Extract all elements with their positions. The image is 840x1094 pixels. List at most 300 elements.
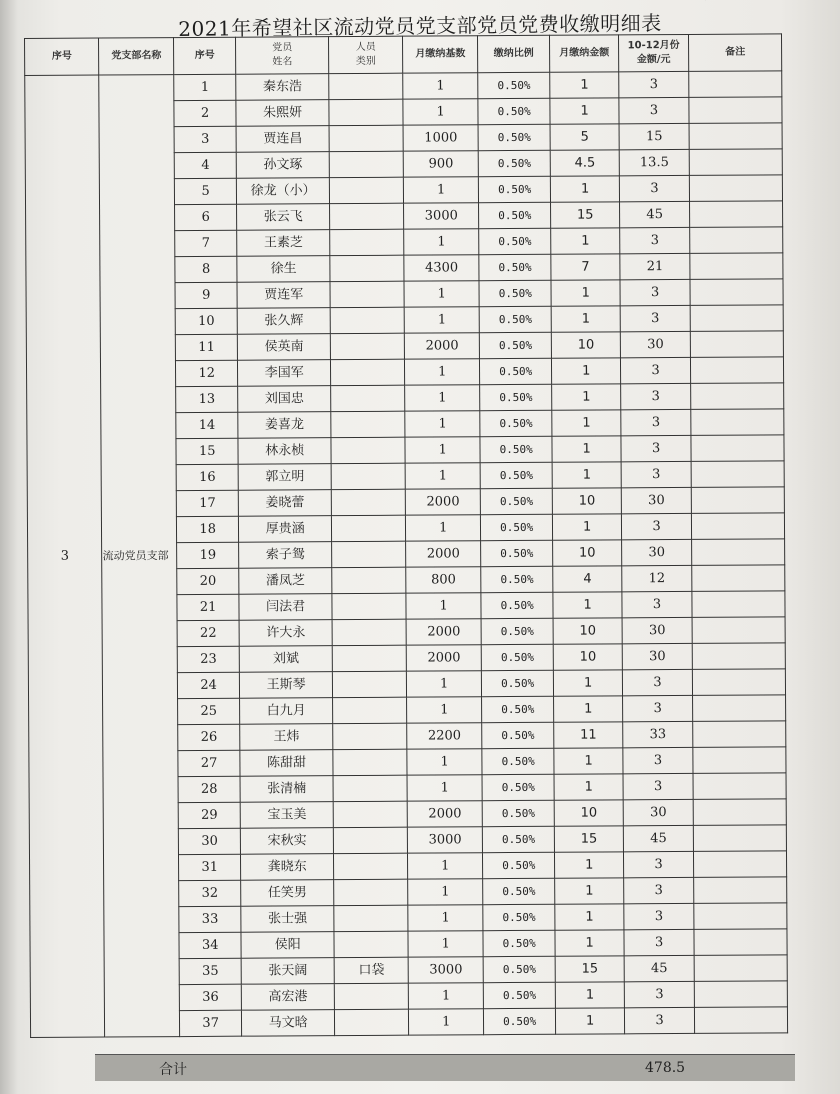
monthly-base-cell: 1 <box>408 931 483 957</box>
rate-cell: 0.50% <box>480 436 553 462</box>
member-name-cell: 贾连昌 <box>236 126 329 153</box>
note-cell <box>691 357 784 384</box>
note-cell <box>692 539 785 566</box>
table-header-row <box>25 34 782 76</box>
monthly-base-cell: 1 <box>406 515 481 541</box>
quarter-amount-cell: 3 <box>621 513 692 539</box>
row-seq-cell: 24 <box>177 672 240 698</box>
monthly-base-cell: 1 <box>403 99 478 125</box>
monthly-base-cell: 1 <box>404 281 479 307</box>
member-name-cell: 宝玉美 <box>241 802 334 829</box>
row-seq-cell: 9 <box>175 282 238 308</box>
member-name-cell: 宋秋实 <box>241 828 334 855</box>
row-seq-cell: 27 <box>178 750 241 776</box>
row-seq-cell: 34 <box>179 932 242 958</box>
row-seq-cell: 15 <box>176 438 239 464</box>
row-seq-cell: 32 <box>179 880 242 906</box>
member-name-cell: 秦东浩 <box>236 74 329 101</box>
quarter-amount-cell: 30 <box>620 331 691 357</box>
category-cell <box>331 437 406 463</box>
note-cell <box>690 279 783 306</box>
header-monthly-base: 月缴纳基数 <box>403 36 478 73</box>
member-name-cell: 潘凤芝 <box>239 568 332 595</box>
rate-cell: 0.50% <box>478 202 551 228</box>
note-cell <box>693 669 786 696</box>
note-cell <box>692 487 785 514</box>
note-cell <box>694 929 787 956</box>
monthly-amount-cell: 10 <box>554 644 623 670</box>
monthly-base-cell: 900 <box>404 151 479 177</box>
note-cell <box>690 227 783 254</box>
monthly-base-cell: 1 <box>407 671 482 697</box>
branch-name-cell: 流动党员支部 <box>99 75 179 1037</box>
quarter-amount-cell: 3 <box>619 71 690 97</box>
monthly-base-cell: 2000 <box>405 333 480 359</box>
monthly-base-cell: 1 <box>407 749 482 775</box>
monthly-amount-cell: 1 <box>550 72 619 98</box>
monthly-amount-cell: 15 <box>551 202 620 228</box>
quarter-amount-cell: 3 <box>621 461 692 487</box>
quarter-amount-cell: 3 <box>620 357 691 383</box>
category-cell <box>333 801 408 827</box>
monthly-base-cell: 2000 <box>406 541 481 567</box>
rate-cell: 0.50% <box>483 904 556 930</box>
monthly-amount-cell: 1 <box>553 592 622 618</box>
note-cell <box>690 305 783 332</box>
monthly-amount-cell: 1 <box>555 878 624 904</box>
category-cell <box>334 1009 409 1035</box>
monthly-amount-cell: 1 <box>556 1008 625 1034</box>
member-name-cell: 侯阳 <box>241 932 334 959</box>
monthly-amount-cell: 1 <box>555 930 624 956</box>
monthly-amount-cell: 15 <box>555 826 624 852</box>
monthly-base-cell: 1 <box>405 411 480 437</box>
quarter-amount-cell: 3 <box>623 773 694 799</box>
header-note: 备注 <box>689 34 782 72</box>
rate-cell: 0.50% <box>482 722 555 748</box>
note-cell <box>693 773 786 800</box>
monthly-amount-cell: 1 <box>552 358 621 384</box>
category-cell <box>333 749 408 775</box>
rate-cell: 0.50% <box>481 644 554 670</box>
quarter-amount-cell: 45 <box>619 201 690 227</box>
row-seq-cell: 19 <box>177 542 240 568</box>
category-cell <box>333 775 408 801</box>
note-cell <box>689 123 782 150</box>
rate-cell: 0.50% <box>479 228 552 254</box>
note-cell <box>694 825 787 852</box>
category-cell <box>331 385 406 411</box>
note-cell <box>695 1007 788 1034</box>
category-cell <box>330 333 405 359</box>
monthly-amount-cell: 1 <box>551 280 620 306</box>
monthly-base-cell: 1 <box>407 775 482 801</box>
rate-cell: 0.50% <box>481 696 554 722</box>
monthly-base-cell: 2000 <box>407 619 482 645</box>
rate-cell: 0.50% <box>483 982 556 1008</box>
monthly-amount-cell: 10 <box>552 332 621 358</box>
party-fee-table <box>24 33 788 1038</box>
monthly-amount-cell: 5 <box>550 124 619 150</box>
quarter-amount-cell: 30 <box>622 617 693 643</box>
member-name-cell: 李国军 <box>238 360 331 387</box>
quarter-amount-cell: 3 <box>621 435 692 461</box>
row-seq-cell: 10 <box>175 308 238 334</box>
category-cell <box>330 203 405 229</box>
category-cell <box>329 177 404 203</box>
category-cell <box>333 827 408 853</box>
header-category: 人员 类别 <box>328 36 403 73</box>
note-cell <box>690 201 783 228</box>
row-seq-cell: 36 <box>179 984 242 1010</box>
row-seq-cell: 1 <box>174 74 237 100</box>
note-cell <box>694 877 787 904</box>
monthly-base-cell: 1 <box>405 385 480 411</box>
note-cell <box>692 617 785 644</box>
row-seq-cell: 5 <box>174 178 237 204</box>
member-name-cell: 贾连军 <box>237 282 330 309</box>
monthly-amount-cell: 1 <box>552 306 621 332</box>
category-cell <box>332 567 407 593</box>
note-cell <box>695 981 788 1008</box>
category-cell <box>331 411 406 437</box>
member-name-cell: 高宏港 <box>242 984 335 1011</box>
note-cell <box>691 461 784 488</box>
note-cell <box>693 643 786 670</box>
monthly-base-cell: 2000 <box>408 801 483 827</box>
category-cell <box>334 983 409 1009</box>
header-member-name: 党员 姓名 <box>236 37 329 75</box>
member-name-cell: 白九月 <box>240 698 333 725</box>
member-name-cell: 许大永 <box>239 620 332 647</box>
monthly-base-cell: 800 <box>406 567 481 593</box>
member-name-cell: 王炜 <box>240 724 333 751</box>
row-seq-cell: 33 <box>179 906 242 932</box>
monthly-amount-cell: 1 <box>554 696 623 722</box>
quarter-amount-cell: 15 <box>619 123 690 149</box>
rate-cell: 0.50% <box>482 748 555 774</box>
note-cell <box>692 565 785 592</box>
quarter-amount-cell: 3 <box>619 175 690 201</box>
note-cell <box>694 903 787 930</box>
category-cell <box>329 125 404 151</box>
member-name-cell: 张清楠 <box>240 776 333 803</box>
rate-cell: 0.50% <box>480 462 553 488</box>
rate-cell: 0.50% <box>481 618 554 644</box>
quarter-amount-cell: 3 <box>621 409 692 435</box>
total-row <box>95 1054 795 1081</box>
row-seq-cell: 21 <box>177 594 240 620</box>
note-cell <box>692 591 785 618</box>
monthly-base-cell: 1 <box>406 463 481 489</box>
monthly-amount-cell: 1 <box>553 462 622 488</box>
header-seq-inner: 序号 <box>173 37 236 74</box>
monthly-amount-cell: 1 <box>551 228 620 254</box>
monthly-amount-cell: 1 <box>554 774 623 800</box>
category-cell <box>330 281 405 307</box>
monthly-base-cell: 1 <box>405 307 480 333</box>
member-name-cell: 姜晓蕾 <box>239 490 332 517</box>
row-seq-cell: 30 <box>178 828 241 854</box>
monthly-amount-cell: 10 <box>555 800 624 826</box>
quarter-amount-cell: 30 <box>622 643 693 669</box>
row-seq-cell: 6 <box>174 204 237 230</box>
member-name-cell: 徐龙（小） <box>237 178 330 205</box>
document-title: 2021年希望社区流动党员党支部党员党费收缴明细表 <box>178 11 662 41</box>
rate-cell: 0.50% <box>483 930 556 956</box>
monthly-base-cell: 1 <box>404 229 479 255</box>
quarter-amount-cell: 3 <box>619 97 690 123</box>
monthly-base-cell: 1 <box>409 983 484 1009</box>
quarter-amount-cell: 33 <box>623 721 694 747</box>
rate-cell: 0.50% <box>481 540 554 566</box>
member-name-cell: 厚贵涵 <box>239 516 332 543</box>
note-cell <box>693 747 786 774</box>
row-seq-cell: 20 <box>177 568 240 594</box>
category-cell <box>329 99 404 125</box>
member-name-cell: 徐生 <box>237 256 330 283</box>
monthly-base-cell: 1 <box>407 697 482 723</box>
monthly-amount-cell: 1 <box>553 514 622 540</box>
monthly-amount-cell: 4 <box>553 566 622 592</box>
monthly-amount-cell: 10 <box>553 488 622 514</box>
quarter-amount-cell: 12 <box>622 565 693 591</box>
note-cell <box>693 721 786 748</box>
member-name-cell: 王素芝 <box>237 230 330 257</box>
row-seq-cell: 35 <box>179 958 242 984</box>
note-cell <box>689 97 782 124</box>
category-cell <box>330 307 405 333</box>
monthly-base-cell: 2200 <box>407 723 482 749</box>
quarter-amount-cell: 21 <box>620 253 691 279</box>
row-seq-cell: 22 <box>177 620 240 646</box>
rate-cell: 0.50% <box>479 254 552 280</box>
member-name-cell: 刘国忠 <box>238 386 331 413</box>
note-cell <box>691 435 784 462</box>
header-branch-name: 党支部名称 <box>99 38 174 75</box>
quarter-amount-cell: 45 <box>624 955 695 981</box>
row-seq-cell: 29 <box>178 802 241 828</box>
monthly-amount-cell: 1 <box>555 852 624 878</box>
rate-cell: 0.50% <box>480 410 553 436</box>
row-seq-cell: 16 <box>176 464 239 490</box>
total-label: 合计 <box>159 1062 187 1078</box>
note-cell <box>689 71 782 98</box>
member-name-cell: 张云飞 <box>237 204 330 231</box>
header-seq-outer: 序号 <box>25 38 100 75</box>
quarter-amount-cell: 3 <box>623 747 694 773</box>
rate-cell: 0.50% <box>483 956 556 982</box>
quarter-amount-cell: 3 <box>620 227 691 253</box>
rate-cell: 0.50% <box>482 852 555 878</box>
category-cell: 口袋 <box>334 957 409 983</box>
rate-cell: 0.50% <box>483 1008 556 1034</box>
note-cell <box>690 149 783 176</box>
rate-cell: 0.50% <box>482 774 555 800</box>
category-cell <box>333 853 408 879</box>
row-seq-cell: 18 <box>176 516 239 542</box>
member-name-cell: 张久辉 <box>238 308 331 335</box>
quarter-amount-cell: 3 <box>622 695 693 721</box>
monthly-amount-cell: 1 <box>551 176 620 202</box>
member-name-cell: 张天阔 <box>242 958 335 985</box>
quarter-amount-cell: 13.5 <box>619 149 690 175</box>
note-cell <box>692 513 785 540</box>
quarter-amount-cell: 30 <box>623 799 694 825</box>
note-cell <box>691 409 784 436</box>
category-cell <box>330 255 405 281</box>
rate-cell: 0.50% <box>481 592 554 618</box>
member-name-cell: 姜喜龙 <box>238 412 331 439</box>
monthly-amount-cell: 1 <box>556 982 625 1008</box>
member-name-cell: 索子鸳 <box>239 542 332 569</box>
monthly-base-cell: 2000 <box>406 489 481 515</box>
branch-seq-cell: 3 <box>25 75 105 1037</box>
note-cell <box>690 175 783 202</box>
monthly-base-cell: 2000 <box>407 645 482 671</box>
monthly-amount-cell: 1 <box>555 904 624 930</box>
header-rate: 缴纳比例 <box>477 35 550 72</box>
rate-cell: 0.50% <box>483 878 556 904</box>
monthly-base-cell: 1 <box>409 1009 484 1035</box>
quarter-amount-cell: 3 <box>620 383 691 409</box>
row-seq-cell: 13 <box>176 386 239 412</box>
fee-table-wrapper <box>24 33 788 1058</box>
rate-cell: 0.50% <box>478 72 551 98</box>
category-cell <box>329 151 404 177</box>
quarter-amount-cell: 3 <box>624 877 695 903</box>
row-seq-cell: 37 <box>179 1010 242 1036</box>
row-seq-cell: 25 <box>178 698 241 724</box>
monthly-amount-cell: 1 <box>554 748 623 774</box>
note-cell <box>691 383 784 410</box>
row-seq-cell: 23 <box>177 646 240 672</box>
row-seq-cell: 11 <box>175 334 238 360</box>
monthly-base-cell: 1 <box>408 853 483 879</box>
header-monthly-amount: 月缴纳金额 <box>550 35 619 72</box>
category-cell <box>332 645 407 671</box>
monthly-amount-cell: 7 <box>551 254 620 280</box>
category-cell <box>329 73 404 99</box>
quarter-amount-cell: 30 <box>621 539 692 565</box>
member-name-cell: 郭立明 <box>238 464 331 491</box>
category-cell <box>334 879 409 905</box>
quarter-amount-cell: 3 <box>620 279 691 305</box>
monthly-base-cell: 1000 <box>404 125 479 151</box>
quarter-amount-cell: 3 <box>620 305 691 331</box>
category-cell <box>332 541 407 567</box>
rate-cell: 0.50% <box>480 488 553 514</box>
quarter-amount-cell: 3 <box>624 981 695 1007</box>
rate-cell: 0.50% <box>479 332 552 358</box>
note-cell <box>691 331 784 358</box>
monthly-base-cell: 4300 <box>404 255 479 281</box>
row-seq-cell: 8 <box>175 256 238 282</box>
total-value: 478.5 <box>645 1060 686 1076</box>
monthly-base-cell: 1 <box>403 73 478 99</box>
member-name-cell: 马文晗 <box>242 1010 335 1037</box>
quarter-amount-cell: 3 <box>622 591 693 617</box>
monthly-base-cell: 1 <box>405 359 480 385</box>
quarter-amount-cell: 30 <box>621 487 692 513</box>
monthly-amount-cell: 10 <box>553 618 622 644</box>
category-cell <box>330 229 405 255</box>
category-cell <box>333 723 408 749</box>
quarter-amount-cell: 3 <box>624 929 695 955</box>
monthly-amount-cell: 15 <box>556 956 625 982</box>
row-seq-cell: 12 <box>175 360 238 386</box>
header-quarter-amount: 10-12月份 金额/元 <box>618 34 689 71</box>
row-seq-cell: 28 <box>178 776 241 802</box>
row-seq-cell: 17 <box>176 490 239 516</box>
rate-cell: 0.50% <box>481 566 554 592</box>
monthly-base-cell: 1 <box>405 437 480 463</box>
monthly-amount-cell: 1 <box>554 670 623 696</box>
category-cell <box>332 593 407 619</box>
rate-cell: 0.50% <box>478 176 551 202</box>
row-seq-cell: 14 <box>176 412 239 438</box>
category-cell <box>332 671 407 697</box>
row-seq-cell: 31 <box>178 854 241 880</box>
category-cell <box>332 619 407 645</box>
category-cell <box>331 515 406 541</box>
row-seq-cell: 2 <box>174 100 237 126</box>
category-cell <box>330 359 405 385</box>
member-name-cell: 刘斌 <box>240 646 333 673</box>
monthly-amount-cell: 1 <box>552 436 621 462</box>
monthly-amount-cell: 1 <box>552 410 621 436</box>
note-cell <box>690 253 783 280</box>
rate-cell: 0.50% <box>482 800 555 826</box>
quarter-amount-cell: 3 <box>622 669 693 695</box>
monthly-amount-cell: 11 <box>554 722 623 748</box>
member-name-cell: 朱熙妍 <box>236 100 329 127</box>
quarter-amount-cell: 45 <box>623 825 694 851</box>
monthly-base-cell: 3000 <box>409 957 484 983</box>
note-cell <box>694 851 787 878</box>
monthly-amount-cell: 1 <box>552 384 621 410</box>
quarter-amount-cell: 3 <box>624 903 695 929</box>
note-cell <box>693 695 786 722</box>
monthly-base-cell: 1 <box>408 879 483 905</box>
quarter-amount-cell: 3 <box>624 1007 695 1033</box>
rate-cell: 0.50% <box>481 670 554 696</box>
monthly-amount-cell: 4.5 <box>551 150 620 176</box>
member-name-cell: 龚晓东 <box>241 854 334 881</box>
rate-cell: 0.50% <box>480 384 553 410</box>
note-cell <box>693 799 786 826</box>
member-name-cell: 孙文琢 <box>237 152 330 179</box>
category-cell <box>331 463 406 489</box>
rate-cell: 0.50% <box>478 98 551 124</box>
category-cell <box>331 489 406 515</box>
rate-cell: 0.50% <box>479 306 552 332</box>
member-name-cell: 侯英南 <box>238 334 331 361</box>
note-cell <box>694 955 787 982</box>
category-cell <box>334 931 409 957</box>
monthly-base-cell: 1 <box>408 905 483 931</box>
quarter-amount-cell: 3 <box>623 851 694 877</box>
row-seq-cell: 26 <box>178 724 241 750</box>
member-name-cell: 王斯琴 <box>240 672 333 699</box>
row-seq-cell: 7 <box>175 230 238 256</box>
category-cell <box>334 905 409 931</box>
monthly-base-cell: 1 <box>406 593 481 619</box>
monthly-base-cell: 1 <box>404 177 479 203</box>
row-seq-cell: 4 <box>174 152 237 178</box>
category-cell <box>333 697 408 723</box>
monthly-base-cell: 3000 <box>404 203 479 229</box>
